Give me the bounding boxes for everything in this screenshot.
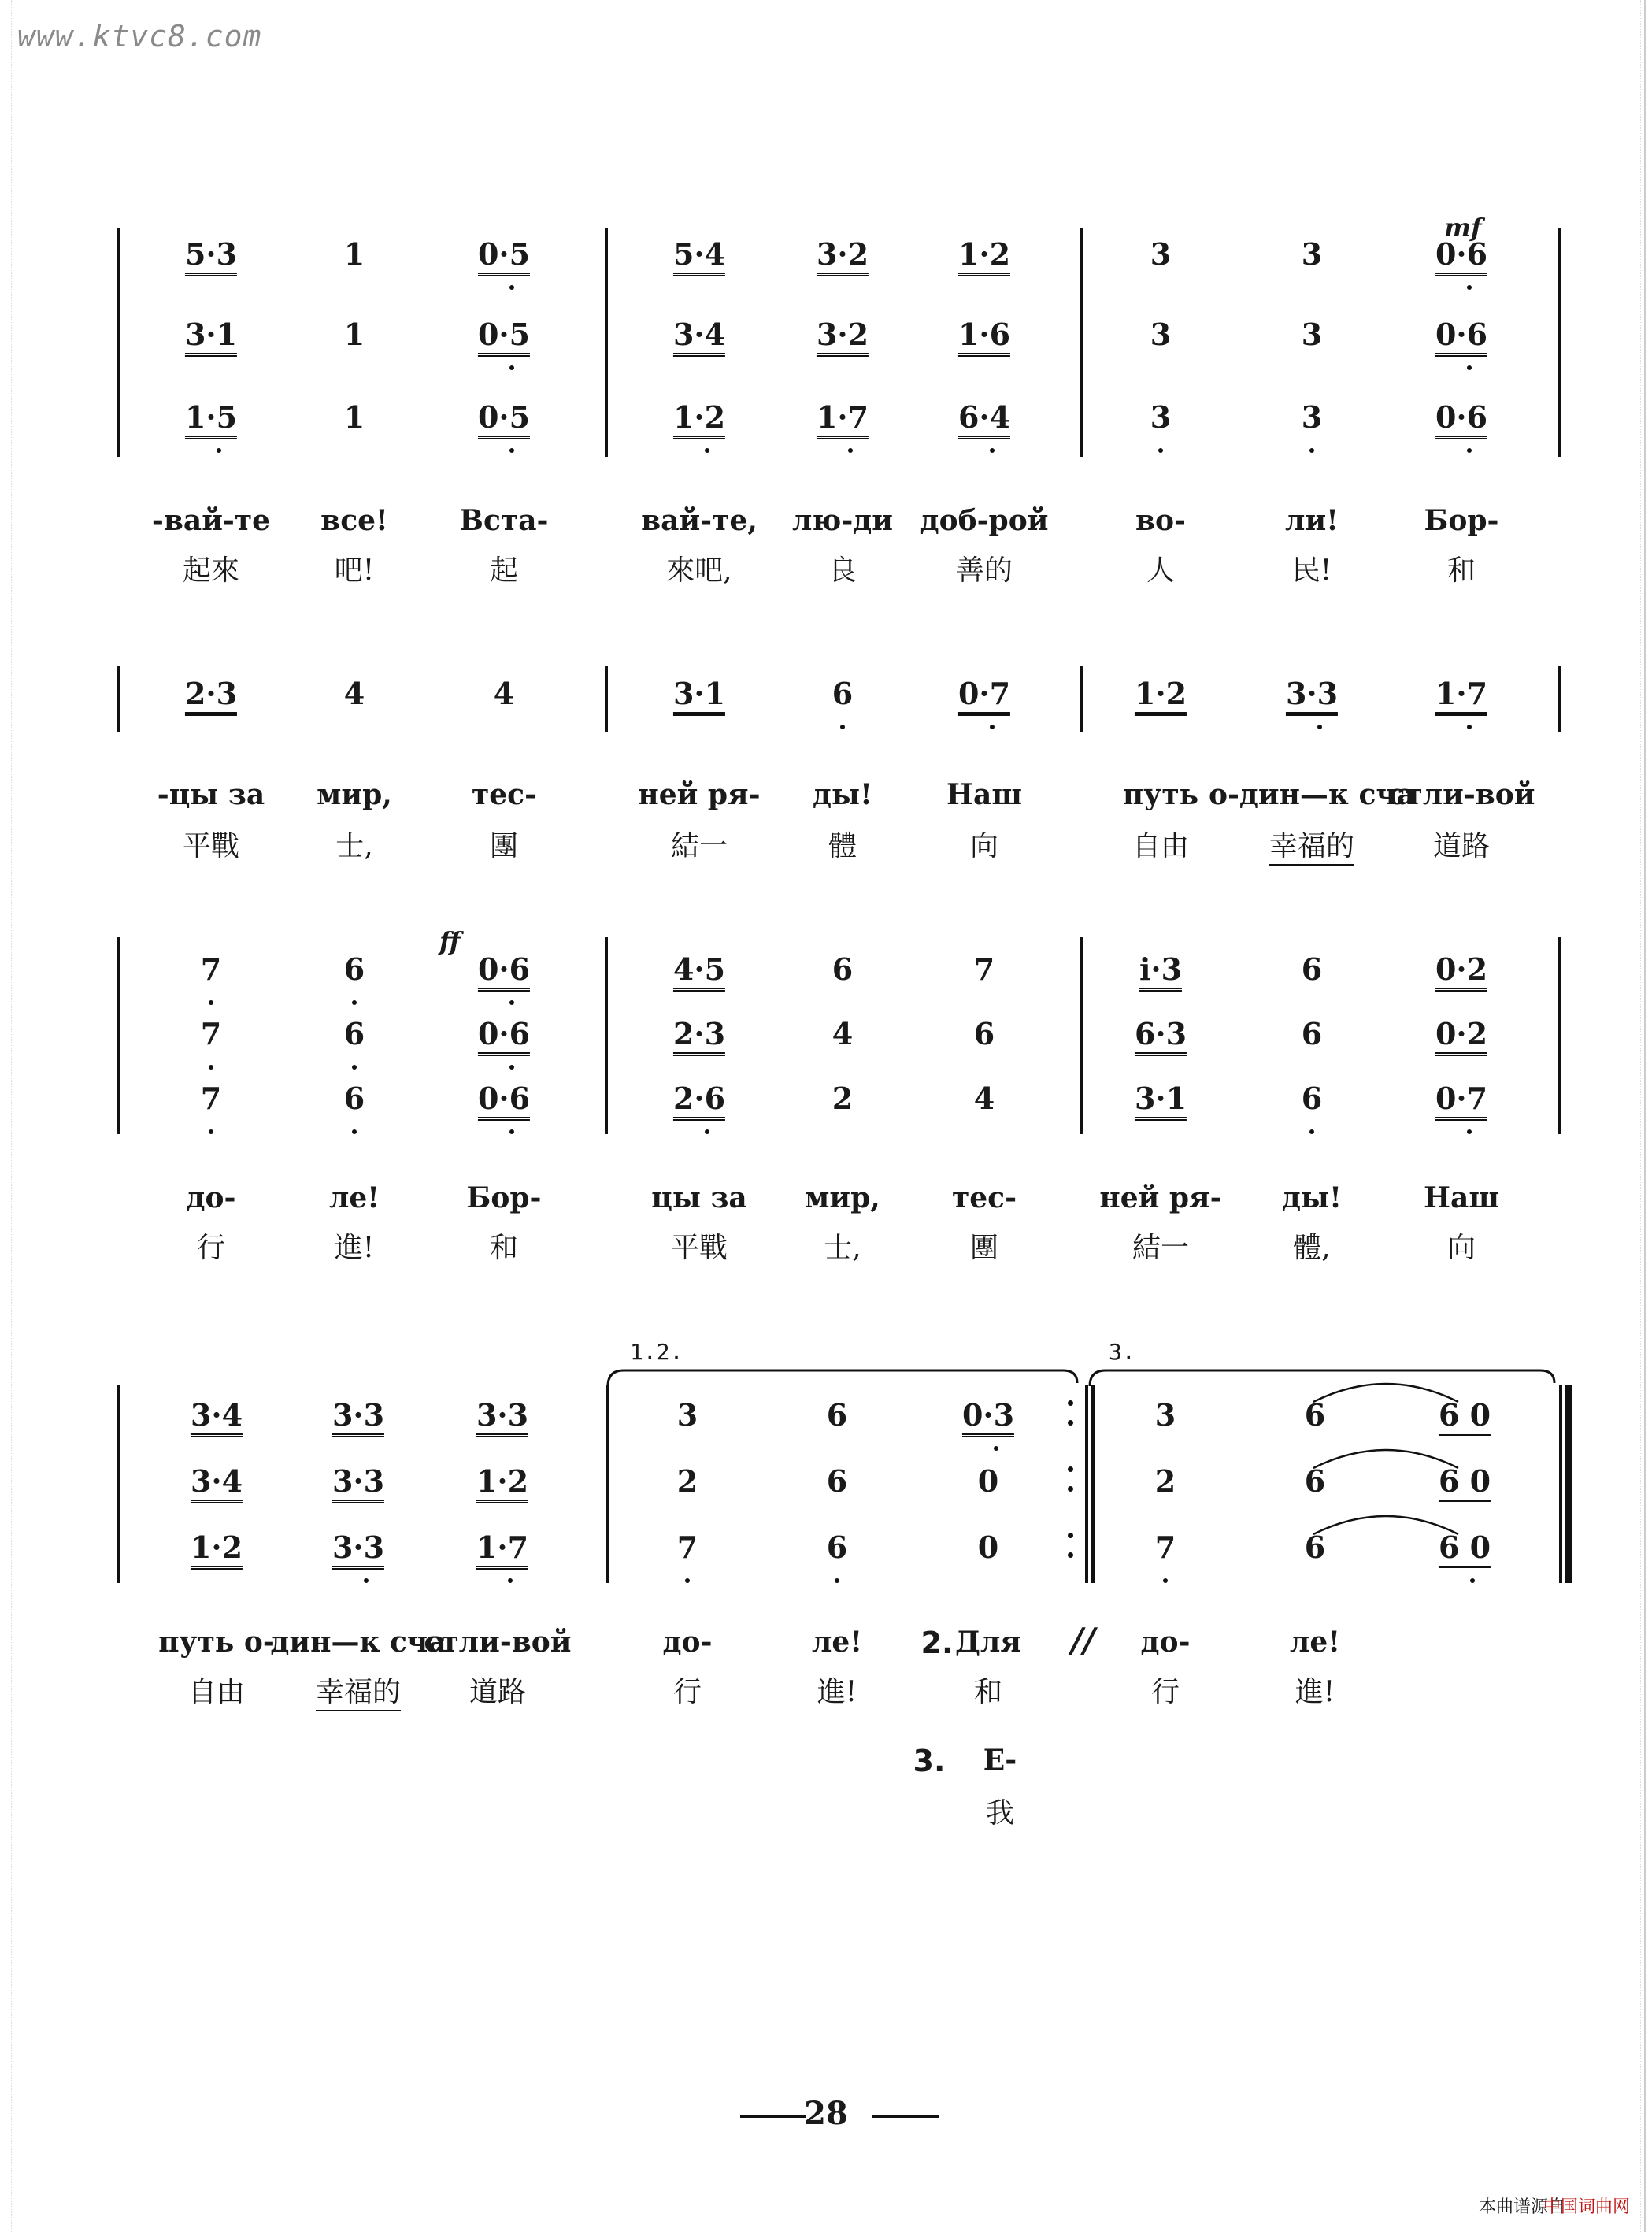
note-group: 6·3 bbox=[1135, 1016, 1187, 1056]
breath-slash: // bbox=[1071, 1621, 1095, 1659]
note-group: 0·6 bbox=[478, 1081, 530, 1121]
lyric-chinese: 行 bbox=[672, 1676, 702, 1708]
lyric-russian: ней ря- bbox=[1099, 1181, 1222, 1214]
note-group: 6 bbox=[343, 951, 365, 987]
lyric-chinese: 和 bbox=[1446, 554, 1476, 587]
note-group: 1·2 bbox=[958, 236, 1010, 276]
note-group: 7 bbox=[1154, 1529, 1176, 1565]
lyric-russian: до- bbox=[186, 1181, 236, 1214]
note-group: 0·6 bbox=[1435, 317, 1487, 357]
note-group: 1·2 bbox=[476, 1463, 528, 1503]
note-group: 3·4 bbox=[191, 1463, 243, 1503]
note-group: 3·1 bbox=[673, 676, 725, 716]
note-group: 0·7 bbox=[958, 676, 1010, 716]
note-group: 6 0 bbox=[1439, 1463, 1491, 1502]
lyric-chinese: 自由 bbox=[187, 1676, 246, 1708]
note-group: 3 bbox=[1150, 399, 1172, 435]
tie bbox=[1313, 1384, 1458, 1402]
note-group: 3·3 bbox=[332, 1529, 384, 1570]
lyric-russian: мир, bbox=[317, 778, 392, 811]
note-group: 6 bbox=[1301, 951, 1323, 987]
note-group: 6 bbox=[973, 1016, 995, 1051]
lyric-chinese: 團 bbox=[489, 830, 519, 862]
note-group: 4 bbox=[343, 676, 365, 711]
note-group: 0·7 bbox=[1435, 1081, 1487, 1121]
note-group: 1·7 bbox=[817, 399, 869, 439]
lyric-chinese: 進! bbox=[334, 1232, 375, 1264]
lyric-russian: тес- bbox=[951, 1181, 1017, 1214]
note-group: 3·3 bbox=[1286, 676, 1338, 716]
ending-bracket-3 bbox=[1090, 1370, 1554, 1386]
lyric-chinese: 人 bbox=[1146, 554, 1176, 587]
lyric-russian: до- bbox=[1140, 1626, 1191, 1659]
lyric-chinese: 行 bbox=[1150, 1676, 1180, 1708]
lyric-russian: ды! bbox=[1282, 1181, 1342, 1214]
lyric-chinese: 幸福的 bbox=[1269, 824, 1354, 866]
lyric-chinese: 起 bbox=[489, 554, 519, 587]
lyric-russian: дин—к сча bbox=[270, 1626, 446, 1659]
lyric-chinese: 結一 bbox=[1132, 1232, 1190, 1264]
note-group: 3 bbox=[1154, 1397, 1176, 1433]
lyric-russian: ней ря- bbox=[638, 778, 761, 811]
lyric-chinese: 體, bbox=[1293, 1232, 1331, 1264]
note-group: 4 bbox=[973, 1081, 995, 1116]
lyric-chinese: 起來 bbox=[182, 554, 240, 587]
note-group: 7 bbox=[676, 1529, 698, 1565]
note-group: 6 0 bbox=[1439, 1397, 1491, 1436]
lyric-chinese: 吧! bbox=[334, 554, 375, 587]
lyric-chinese: 良 bbox=[828, 554, 857, 587]
note-group: 3·3 bbox=[476, 1397, 528, 1437]
note-group: 6 bbox=[826, 1463, 848, 1499]
lyric-russian: ле! bbox=[1289, 1626, 1341, 1659]
note-group: 3·3 bbox=[332, 1463, 384, 1503]
note-group: 0 bbox=[977, 1529, 999, 1565]
lyric-russian: ле! bbox=[811, 1626, 863, 1659]
note-group: 1·7 bbox=[476, 1529, 528, 1570]
note-group: 1 bbox=[343, 399, 365, 435]
note-group: 5·4 bbox=[673, 236, 725, 276]
note-group: 6 bbox=[826, 1529, 848, 1565]
note-group: i·3 bbox=[1139, 951, 1182, 992]
footer-site: 中国词曲网 bbox=[1543, 2197, 1630, 2217]
lyric-chinese: 向 bbox=[969, 830, 999, 862]
note-group: 3·2 bbox=[817, 236, 869, 276]
note-group: 0·5 bbox=[478, 236, 530, 276]
lyric-russian: ли! bbox=[1285, 504, 1339, 537]
lyric-chinese: 士, bbox=[824, 1232, 861, 1264]
note-group: 6 0 bbox=[1439, 1529, 1491, 1568]
note-group: 6 bbox=[1301, 1016, 1323, 1051]
lyric-russian: тес- bbox=[471, 778, 537, 811]
page-number-dash-left bbox=[740, 2115, 806, 2118]
lyric-russian: -цы за bbox=[157, 778, 265, 811]
note-group: 0·6 bbox=[478, 951, 530, 992]
note-group: 3 bbox=[1150, 236, 1172, 272]
note-group: 6 bbox=[832, 676, 854, 711]
note-group: 0·2 bbox=[1435, 951, 1487, 992]
lyric-chinese: 幸福的 bbox=[316, 1670, 401, 1711]
lyric-russian: во- bbox=[1135, 504, 1186, 537]
note-group: 6 bbox=[343, 1081, 365, 1116]
ending-label: 3. bbox=[1109, 1339, 1135, 1365]
tie bbox=[1313, 1450, 1458, 1468]
note-group: 6 bbox=[826, 1397, 848, 1433]
note-group: 4 bbox=[832, 1016, 854, 1051]
note-group: 1 bbox=[343, 236, 365, 272]
note-group: 2 bbox=[832, 1081, 854, 1116]
note-group: 3·3 bbox=[332, 1397, 384, 1437]
note-group: 1·2 bbox=[1135, 676, 1187, 716]
lyric-chinese: 善的 bbox=[955, 554, 1013, 587]
note-group: 2 bbox=[1154, 1463, 1176, 1499]
lyric-russian: доб-рой bbox=[920, 504, 1049, 537]
ending-bracket-1-2 bbox=[608, 1370, 1077, 1386]
note-group: 4·5 bbox=[673, 951, 725, 992]
watermark: www.ktvc8.com bbox=[17, 19, 262, 54]
note-group: 0·6 bbox=[1435, 399, 1487, 439]
note-group: 7 bbox=[200, 1081, 222, 1116]
note-group: 3 bbox=[1301, 399, 1323, 435]
note-group: 6 bbox=[1304, 1397, 1326, 1433]
note-group: 3 bbox=[1150, 317, 1172, 352]
lyric-chinese: 民! bbox=[1291, 554, 1332, 587]
note-group: 5·3 bbox=[185, 236, 237, 276]
lyric-chinese: 平戰 bbox=[670, 1232, 728, 1264]
lyric-chinese: 道路 bbox=[469, 1676, 527, 1708]
lyric-russian: -вай-те bbox=[151, 504, 271, 537]
note-group: 1·2 bbox=[191, 1529, 243, 1570]
note-group: 6·4 bbox=[958, 399, 1010, 439]
lyric-russian: ле! bbox=[328, 1181, 380, 1214]
lyric-chinese: 道路 bbox=[1432, 830, 1491, 862]
note-group: 1 bbox=[343, 317, 365, 352]
lyric-chinese: 和 bbox=[489, 1232, 519, 1264]
note-group: 3·1 bbox=[185, 317, 237, 357]
note-group: 2 bbox=[676, 1463, 698, 1499]
note-group: 3 bbox=[676, 1397, 698, 1433]
note-group: 6 bbox=[832, 951, 854, 987]
dynamic-marking: mf bbox=[1444, 213, 1482, 243]
note-group: 1·5 bbox=[185, 399, 237, 439]
lyric-chinese: 來吧, bbox=[666, 554, 732, 587]
note-group: 4 bbox=[493, 676, 515, 711]
note-group: 3·4 bbox=[191, 1397, 243, 1437]
lyric-chinese: 自由 bbox=[1132, 830, 1190, 862]
note-group: 3·2 bbox=[817, 317, 869, 357]
lyric-chinese: 進! bbox=[1295, 1676, 1335, 1708]
lyric-russian: все! bbox=[320, 504, 388, 537]
note-group: 6 bbox=[1304, 1463, 1326, 1499]
note-group: 0·5 bbox=[478, 317, 530, 357]
note-group: 3 bbox=[1301, 236, 1323, 272]
lyric-russian: Бор- bbox=[466, 1181, 542, 1214]
note-group: 0·6 bbox=[1435, 236, 1487, 276]
lyric-russian: ды! bbox=[813, 778, 872, 811]
verse-number: 2. bbox=[920, 1626, 954, 1660]
ending-label: 1.2. bbox=[630, 1339, 683, 1365]
lyric-chinese: 體 bbox=[828, 830, 857, 862]
note-group: 3·4 bbox=[673, 317, 725, 357]
note-group: 6 bbox=[1304, 1529, 1326, 1565]
page-number-dash-right bbox=[872, 2115, 939, 2118]
note-group: 7 bbox=[973, 951, 995, 987]
lyric-chinese: 平戰 bbox=[182, 830, 240, 862]
lyric-russian: путь о- bbox=[158, 1626, 275, 1659]
lyric-russian: до- bbox=[662, 1626, 713, 1659]
lyric-chinese: 結一 bbox=[670, 830, 728, 862]
note-group: 0·5 bbox=[478, 399, 530, 439]
dynamic-marking: ff bbox=[439, 926, 461, 956]
footer-source: 本曲谱源自 bbox=[1478, 2197, 1565, 2217]
note-group: 6 bbox=[1301, 1081, 1323, 1116]
lyric-russian: о-дин—к сча bbox=[1208, 778, 1416, 811]
lyric-russian: стли-вой bbox=[424, 1626, 572, 1659]
lyric-russian: Наш bbox=[946, 778, 1023, 811]
lyric-chinese: 行 bbox=[196, 1232, 226, 1264]
lyric-russian: вай-те, bbox=[641, 504, 757, 537]
note-group: 3·1 bbox=[1135, 1081, 1187, 1121]
note-group: 1·7 bbox=[1435, 676, 1487, 716]
note-group: 7 bbox=[200, 951, 222, 987]
lyric-russian: Е- bbox=[983, 1744, 1017, 1777]
note-group: 2·3 bbox=[185, 676, 237, 716]
note-group: 2·3 bbox=[673, 1016, 725, 1056]
lyric-chinese: 團 bbox=[969, 1232, 999, 1264]
note-group: 0 bbox=[977, 1463, 999, 1499]
lyric-russian: стли-вой bbox=[1387, 778, 1535, 811]
lyric-chinese: 進! bbox=[817, 1676, 857, 1708]
note-group: 6 bbox=[343, 1016, 365, 1051]
lyric-chinese: 士, bbox=[335, 830, 373, 862]
note-group: 1·6 bbox=[958, 317, 1010, 357]
lyric-chinese: 我 bbox=[985, 1797, 1015, 1830]
lyric-russian: Бор- bbox=[1424, 504, 1499, 537]
note-group: 0·2 bbox=[1435, 1016, 1487, 1056]
lyric-russian: цы за bbox=[651, 1181, 747, 1214]
lyric-chinese: 向 bbox=[1446, 1232, 1476, 1264]
note-group: 1·2 bbox=[673, 399, 725, 439]
tie bbox=[1313, 1516, 1458, 1534]
lyric-russian: путь bbox=[1122, 778, 1199, 811]
note-group: 7 bbox=[200, 1016, 222, 1051]
lyric-russian: Для bbox=[955, 1626, 1021, 1659]
note-group: 0·3 bbox=[962, 1397, 1014, 1437]
verse-number: 3. bbox=[913, 1744, 946, 1778]
lyric-russian: Вста- bbox=[459, 504, 549, 537]
page-number: 28 bbox=[804, 2095, 848, 2132]
note-group: 3 bbox=[1301, 317, 1323, 352]
lyric-russian: лю-ди bbox=[792, 504, 893, 537]
note-group: 2·6 bbox=[673, 1081, 725, 1121]
lyric-russian: мир, bbox=[805, 1181, 880, 1214]
lyric-chinese: 和 bbox=[973, 1676, 1003, 1708]
lyric-russian: Наш bbox=[1423, 1181, 1500, 1214]
note-group: 0·6 bbox=[478, 1016, 530, 1056]
